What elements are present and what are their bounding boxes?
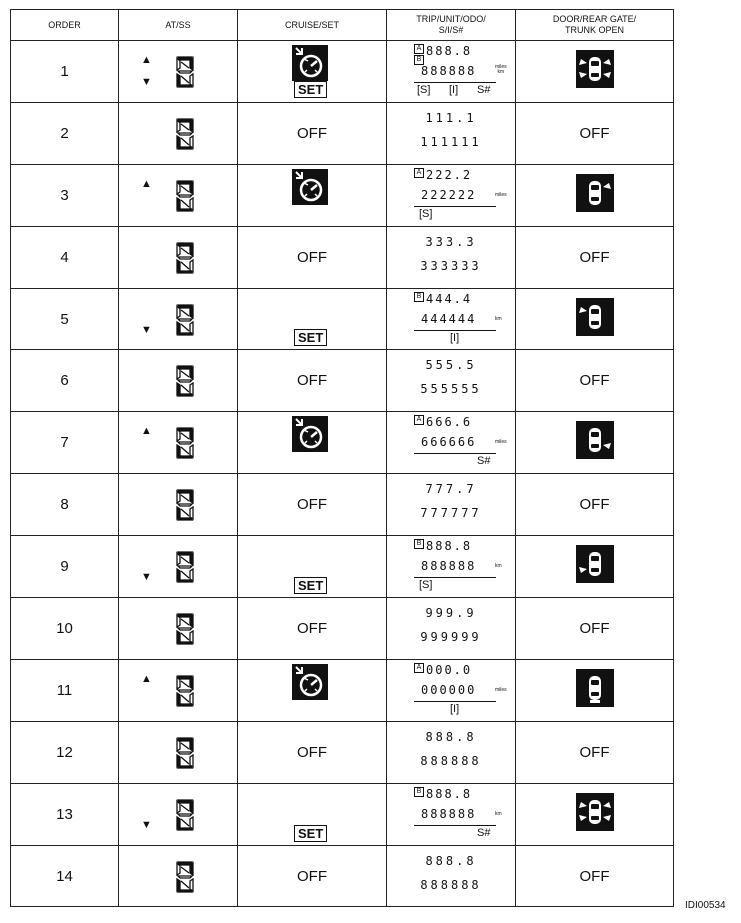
cruise-cell: OFF [238, 474, 387, 536]
order-cell: 14 [11, 845, 119, 907]
table-row [11, 598, 674, 660]
trip-value: 111.1 [425, 110, 477, 125]
odo-value: 888888 [421, 559, 477, 574]
order-cell: 9 [11, 536, 119, 598]
table-row [11, 41, 674, 103]
atss-cell [119, 598, 238, 660]
shift-down-arrow-icon: ▼ [141, 323, 152, 336]
shift-up-arrow-icon: ▲ [141, 425, 152, 438]
odo-value: 777777 [420, 506, 482, 521]
trip-divider [414, 701, 496, 702]
gear-segment-display-icon [175, 860, 195, 894]
door-cell: OFF [516, 721, 674, 783]
trip-value: 888.8 [426, 786, 473, 801]
atss-cell [119, 721, 238, 783]
mode-indicator: S# [477, 455, 491, 468]
unit-label: km [495, 810, 502, 817]
unit-label: km [495, 315, 502, 322]
odo-value: 666666 [421, 435, 477, 450]
order-cell: 10 [11, 598, 119, 660]
unit-label: miles km [495, 64, 507, 75]
order-cell: 2 [11, 102, 119, 164]
trip-divider [414, 453, 496, 454]
header-trip-line2: S/I/S# [438, 25, 464, 35]
gear-segment-display-icon [175, 241, 195, 275]
trip-divider [414, 825, 496, 826]
header-trip [387, 10, 516, 41]
trip-b-box: B [414, 292, 424, 302]
table-row [11, 226, 674, 288]
door-open-rear-gate-icon [576, 669, 614, 707]
gear-segment-display-icon [175, 798, 195, 832]
trip-odo-cell [387, 102, 516, 164]
shift-up-arrow-icon: ▲ [141, 54, 152, 66]
atss-cell [119, 41, 238, 103]
door-cell [516, 41, 674, 103]
atss-cell [119, 659, 238, 721]
trip-value: 999.9 [425, 606, 477, 621]
shift-down-arrow-icon: ▼ [141, 571, 152, 584]
door-open-right-door-icon [576, 174, 614, 212]
cruise-control-icon [292, 664, 328, 705]
door-cell [516, 536, 674, 598]
door-open-rear-left-door-icon [576, 545, 614, 583]
order-cell: 8 [11, 474, 119, 536]
trip-a-box: A [414, 44, 424, 54]
order-cell: 6 [11, 350, 119, 412]
trip-odo-cell [387, 783, 516, 845]
trip-value: 555.5 [425, 358, 477, 373]
header-door-line1: DOOR/REAR GATE/ [552, 14, 637, 24]
odo-value: 999999 [420, 630, 482, 645]
trip-odo-cell [387, 226, 516, 288]
gear-segment-display-icon [175, 303, 195, 337]
mode-indicator: [I] [450, 331, 460, 344]
trip-odo-cell [387, 845, 516, 907]
trip-odo-cell [387, 474, 516, 536]
trip-value: 666.6 [426, 415, 473, 430]
table-row [11, 350, 674, 412]
trip-odo-cell [387, 721, 516, 783]
odo-value: 000000 [421, 682, 477, 697]
door-cell: OFF [516, 474, 674, 536]
door-cell [516, 659, 674, 721]
set-indicator-badge: SET [294, 81, 327, 98]
header-row [11, 10, 674, 41]
table-row [11, 536, 674, 598]
trip-a-box: A [414, 663, 424, 673]
order-cell: 3 [11, 164, 119, 226]
door-cell [516, 783, 674, 845]
unit-label: miles [495, 191, 507, 198]
order-cell: 1 [11, 41, 119, 103]
odo-value: 111111 [420, 134, 482, 149]
door-cell [516, 164, 674, 226]
trip-odo-cell [387, 536, 516, 598]
table-row [11, 288, 674, 350]
door-cell: OFF [516, 350, 674, 412]
gear-segment-display-icon [175, 55, 195, 89]
order-cell: 5 [11, 288, 119, 350]
door-cell: OFF [516, 226, 674, 288]
odo-value: 444444 [421, 311, 477, 326]
table-row [11, 102, 674, 164]
cruise-cell [238, 288, 387, 350]
trip-value: 444.4 [426, 291, 473, 306]
gear-segment-display-icon [175, 117, 195, 151]
order-cell: 4 [11, 226, 119, 288]
trip-odo-cell [387, 350, 516, 412]
indicator-order-table [10, 9, 674, 907]
door-cell [516, 412, 674, 474]
shift-up-arrow-icon: ▲ [141, 177, 152, 190]
cruise-control-icon [292, 45, 328, 86]
mode-indicator: [I] [450, 702, 460, 715]
cruise-cell [238, 783, 387, 845]
gear-segment-display-icon [175, 550, 195, 584]
trip-value: 888.8 [426, 44, 473, 58]
mode-indicator: [S] [419, 579, 433, 592]
figure-code: IDI00534 [685, 900, 726, 911]
mode-indicator: S# [477, 84, 491, 96]
set-indicator-badge: SET [294, 329, 327, 346]
table-row [11, 721, 674, 783]
atss-cell [119, 350, 238, 412]
cruise-cell: OFF [238, 226, 387, 288]
mode-indicator: S# [477, 826, 491, 839]
odo-value: 222222 [421, 187, 477, 202]
cruise-cell [238, 659, 387, 721]
atss-cell [119, 536, 238, 598]
gear-segment-display-icon [175, 674, 195, 708]
trip-value: 777.7 [425, 482, 477, 497]
door-cell: OFF [516, 845, 674, 907]
cruise-cell [238, 412, 387, 474]
trip-value: 888.8 [425, 853, 477, 868]
trip-a-box: A [414, 168, 424, 178]
atss-cell [119, 783, 238, 845]
cruise-control-icon [292, 416, 328, 457]
trip-divider [414, 577, 496, 578]
atss-cell [119, 164, 238, 226]
door-open-all-doors-icon [576, 50, 614, 88]
odo-value: 888888 [420, 753, 482, 768]
atss-cell [119, 474, 238, 536]
order-cell: 13 [11, 783, 119, 845]
cruise-cell: OFF [238, 102, 387, 164]
table-row [11, 164, 674, 226]
shift-up-arrow-icon: ▲ [141, 672, 152, 685]
header-cruise: CRUISE/SET [238, 10, 387, 41]
trip-odo-cell [387, 598, 516, 660]
header-trip-line1: TRIP/UNIT/ODO/ [416, 14, 486, 24]
door-cell: OFF [516, 102, 674, 164]
mode-indicator: [I] [449, 84, 459, 96]
unit-label: miles [495, 686, 507, 693]
unit-label: km [495, 563, 502, 570]
trip-odo-cell [387, 41, 516, 103]
trip-value: 333.3 [425, 234, 477, 249]
cruise-control-icon [292, 169, 328, 210]
order-cell: 12 [11, 721, 119, 783]
shift-down-arrow-icon: ▼ [141, 76, 152, 88]
door-open-all-doors-icon [576, 793, 614, 831]
trip-odo-cell [387, 164, 516, 226]
header-order: ORDER [11, 10, 119, 41]
atss-cell [119, 412, 238, 474]
cruise-cell [238, 164, 387, 226]
header-atss: AT/SS [119, 10, 238, 41]
table-body [11, 41, 674, 907]
trip-odo-cell [387, 659, 516, 721]
odo-value: 888888 [420, 877, 482, 892]
table-row [11, 412, 674, 474]
trip-b-box: B [414, 55, 424, 65]
mode-indicator: [S] [419, 207, 433, 220]
set-indicator-badge: SET [294, 577, 327, 594]
atss-cell [119, 288, 238, 350]
cruise-cell [238, 536, 387, 598]
odo-value: 555555 [420, 382, 482, 397]
shift-down-arrow-icon: ▼ [141, 818, 152, 831]
table-row [11, 659, 674, 721]
door-open-left-door-icon [576, 298, 614, 336]
unit-label: miles [495, 439, 507, 446]
trip-value: 888.8 [426, 539, 473, 554]
gear-segment-display-icon [175, 364, 195, 398]
door-open-rear-right-door-icon [576, 421, 614, 459]
trip-a-box: A [414, 415, 424, 425]
gear-segment-display-icon [175, 179, 195, 213]
gear-segment-display-icon [175, 426, 195, 460]
atss-cell [119, 845, 238, 907]
mode-indicator: [S] [417, 84, 431, 96]
order-cell: 7 [11, 412, 119, 474]
cruise-cell: OFF [238, 721, 387, 783]
door-cell [516, 288, 674, 350]
trip-divider [414, 206, 496, 207]
odo-value: 888888 [421, 806, 477, 821]
trip-value: 000.0 [426, 662, 473, 677]
gear-segment-display-icon [175, 736, 195, 770]
trip-odo-cell [387, 288, 516, 350]
table-row [11, 474, 674, 536]
header-door-line2: TRUNK OPEN [564, 25, 624, 35]
order-cell: 11 [11, 659, 119, 721]
set-indicator-badge: SET [294, 825, 327, 842]
trip-b-box: B [414, 787, 424, 797]
atss-cell [119, 102, 238, 164]
gear-segment-display-icon [175, 612, 195, 646]
table-row [11, 845, 674, 907]
trip-value: 222.2 [426, 167, 473, 182]
trip-divider [414, 82, 496, 83]
odo-value: 333333 [420, 258, 482, 273]
trip-b-box: B [414, 539, 424, 549]
cruise-cell [238, 41, 387, 103]
cruise-cell: OFF [238, 598, 387, 660]
table-row [11, 783, 674, 845]
trip-value: 888.8 [425, 729, 477, 744]
cruise-cell: OFF [238, 845, 387, 907]
cruise-cell: OFF [238, 350, 387, 412]
atss-cell [119, 226, 238, 288]
odo-value: 888888 [421, 64, 477, 78]
trip-divider [414, 330, 496, 331]
trip-odo-cell [387, 412, 516, 474]
header-door [516, 10, 674, 41]
door-cell: OFF [516, 598, 674, 660]
gear-segment-display-icon [175, 488, 195, 522]
